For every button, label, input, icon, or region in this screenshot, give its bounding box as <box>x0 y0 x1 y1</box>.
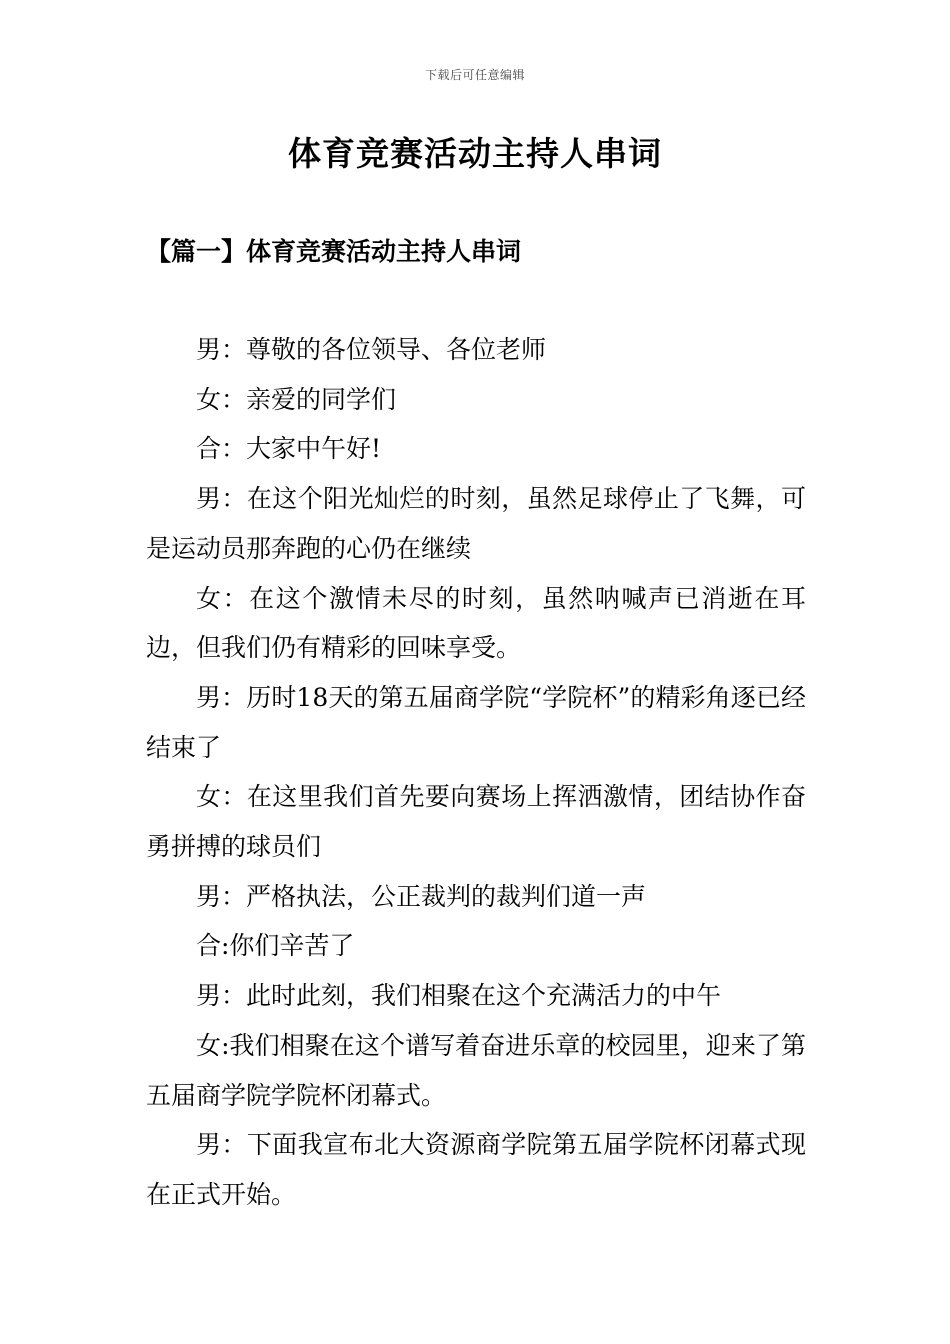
paragraph: 合:你们辛苦了 <box>196 931 355 961</box>
paragraph: 男：历时18天的第五届商学院“学院杯”的精彩角逐已经结束了 <box>146 682 806 762</box>
paragraph: 男：下面我宣布北大资源商学院第五届学院杯闭幕式现在正式开始。 <box>146 1130 806 1209</box>
paragraph: 男：在这个阳光灿烂的时刻，虽然足球停止了飞舞，可是运动员那奔跑的心仍在继续 <box>146 484 806 563</box>
header-note: 下载后可任意编辑 <box>424 68 525 82</box>
paragraph: 女：在这里我们首先要向赛场上挥洒激情，团结协作奋勇拼搏的球员们 <box>146 782 806 862</box>
paragraph: 女：在这个激情未尽的时刻，虽然呐喊声已消逝在耳边，但我们仍有精彩的回味享受。 <box>146 583 806 663</box>
section-heading: 【篇一】体育竞赛活动主持人串词 <box>146 237 522 266</box>
document-body <box>146 325 806 1220</box>
document-title: 体育竞赛活动主持人串词 <box>288 134 662 173</box>
paragraph: 女:我们相聚在这个谱写着奋进乐章的校园里，迎来了第五届商学院学院杯闭幕式。 <box>146 1030 806 1110</box>
paragraph: 男：此时此刻，我们相聚在这个充满活力的中午 <box>196 981 722 1011</box>
paragraph: 合：大家中午好! <box>196 434 382 464</box>
paragraph: 男：尊敬的各位领导、各位老师 <box>196 335 547 364</box>
paragraph: 男：严格执法，公正裁判的裁判们道一声 <box>196 881 647 911</box>
paragraph: 女：亲爱的同学们 <box>196 384 397 414</box>
